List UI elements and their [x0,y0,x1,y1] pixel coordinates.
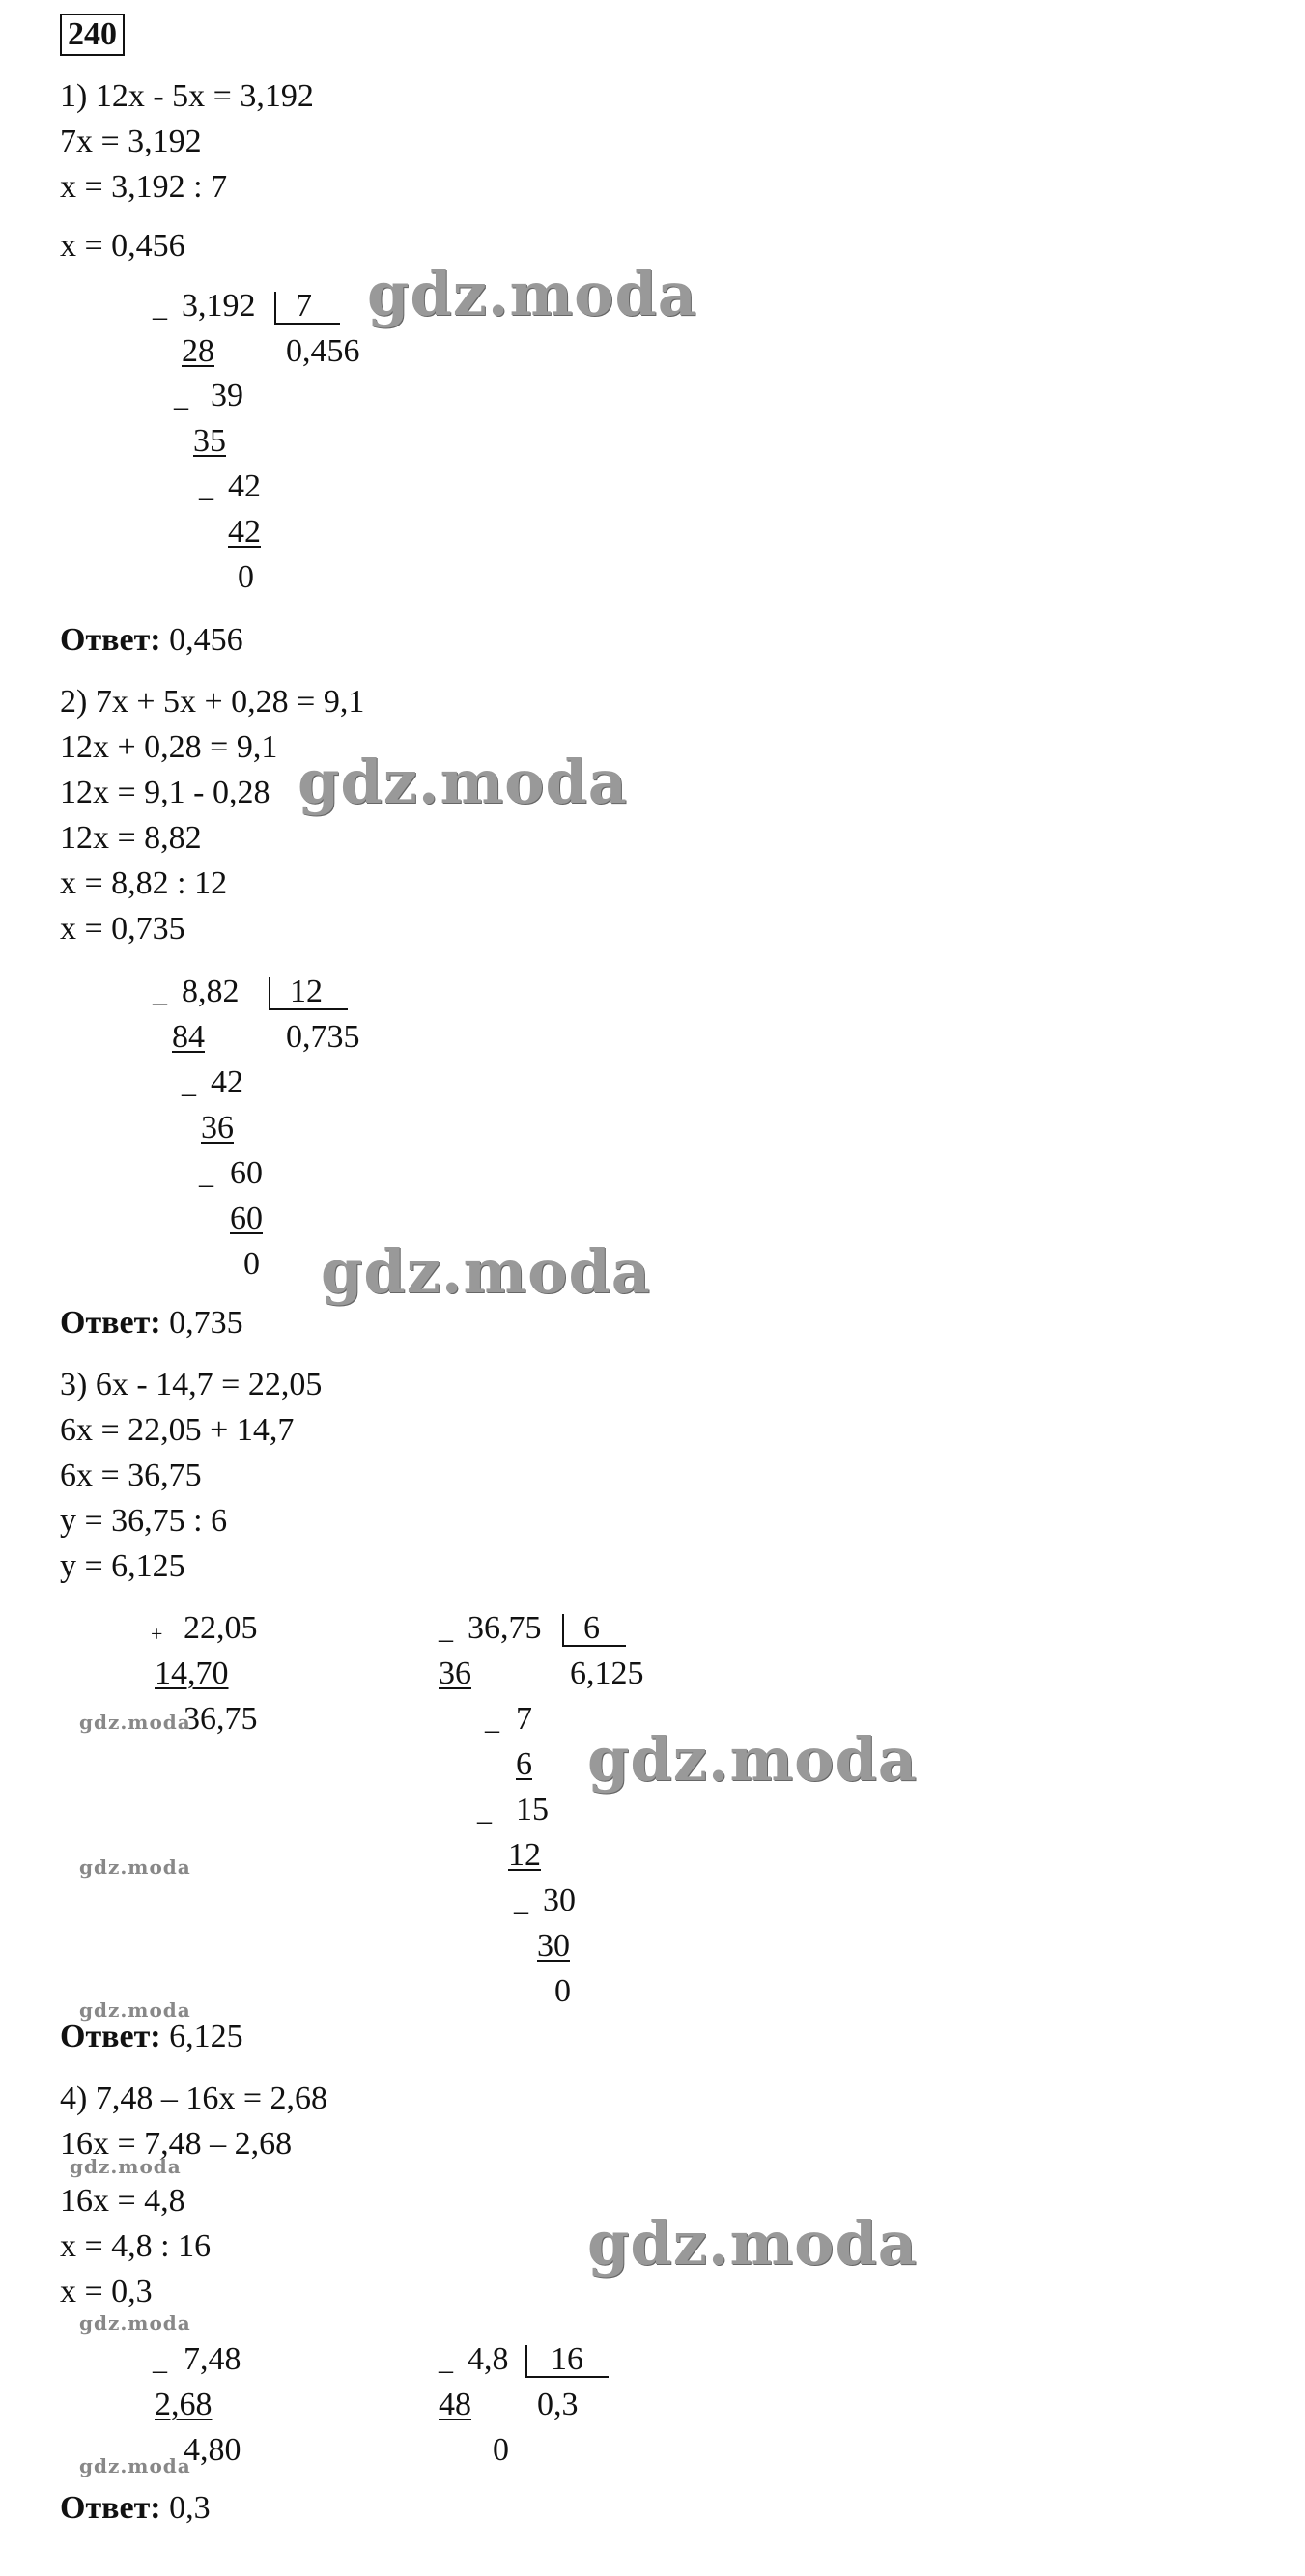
answer-value: 0,456 [169,622,243,658]
answer-value: 0,3 [169,2490,211,2526]
division-step: 6 [516,1746,532,1782]
addend: 22,05 [184,1610,258,1646]
equation-line: 2) 7x + 5x + 0,28 = 9,1 [60,684,365,720]
equation-line: 16x = 7,48 – 2,68 [60,2126,293,2162]
division-step: 28 [182,333,214,369]
divisor: 7 [296,288,312,324]
answer-value: 0,735 [169,1305,243,1341]
division-step: 60 [230,1201,263,1236]
watermark: gdz.moda [79,1711,191,1734]
equation-line: 12x + 0,28 = 9,1 [60,729,278,765]
division-step: 0 [243,1246,260,1282]
quotient: 6,125 [570,1656,644,1691]
division-step: 0 [238,559,254,595]
divisor: 6 [583,1610,600,1646]
task-number: 240 [60,14,125,56]
division-step: 15 [516,1792,549,1827]
division-step: 48 [439,2387,471,2422]
dividend: 36,75 [468,1610,542,1646]
equation-line: 12x = 9,1 - 0,28 [60,775,270,810]
answer-line [60,1304,243,1343]
division-step: 12 [508,1837,541,1873]
answer-label: Ответ: [60,2490,161,2526]
equation-line: y = 6,125 [60,1548,185,1584]
division-step: 60 [230,1155,263,1191]
division-step: 42 [228,514,261,550]
watermark: gdz.moda [321,1236,651,1307]
division-step: 42 [228,468,261,504]
quotient: 0,3 [537,2387,579,2422]
equation-line: 7x = 3,192 [60,124,202,159]
equation-line: 6x = 36,75 [60,1458,202,1493]
watermark: gdz.moda [587,1724,918,1795]
dividend: 4,8 [468,2341,509,2377]
equation-line: 1) 12x - 5x = 3,192 [60,78,314,114]
division-step: 84 [172,1019,205,1055]
equation-line: 12x = 8,82 [60,820,202,856]
divisor: 12 [290,974,323,1009]
equation-line: y = 36,75 : 6 [60,1503,228,1539]
answer-label: Ответ: [60,2019,161,2054]
answer-line [60,621,243,660]
division-step: 0 [493,2432,509,2468]
equation-line: x = 0,735 [60,911,185,947]
division-step: 36 [201,1110,234,1146]
division-step: 0 [554,1973,571,2009]
division-step: 30 [537,1928,570,1964]
plus-sign: + [151,1622,163,1646]
answer-value: 6,125 [169,2019,243,2054]
divisor: 16 [551,2341,583,2377]
dividend: 3,192 [182,288,256,324]
watermark: gdz.moda [79,1998,191,2022]
answer-line [60,2018,243,2056]
equation-line: x = 0,3 [60,2274,153,2309]
division-step: 35 [193,423,226,459]
equation-line: x = 3,192 : 7 [60,169,228,205]
quotient: 0,735 [286,1019,360,1055]
addend: 14,70 [155,1656,229,1691]
solution-page: 240 1) 12x - 5x = 3,192 7x = 3,192 x = 3,192 : 7 x = 0,456 _ 3,192 7 0,456 28 _ 39 35 _ 42 42 0 Ответ: 0,456 2) 7x + 5x + 0,28 = 9,1 12x + 0,28 = 9,1 12x = 9,1 - 0,28 12x = 8,82 x = 8,82 : 12 x = 0,735 _ 8,82 12 0,735 84 _ 42 36 _ 60 60 0 Ответ: 0,735 3) 6x - 14,7 = 22,05 6x = 22,05 + 14,7 6x = 36,75 y = 36,75 : 6 y = 6,125 + 22,05 14,70 36,75 _ 36,75 6 6,125 36 _ 7 6 _ 15 12 _ 30 30 0 Ответ: 6,125 4) 7,48 – 16x = 2,68 16x = 7,48 – 2,68 16x = 4,8 x = 4,8 : 16 x = 0,3 _ 7,48 2,68 4,80 _ 4,8 16 0,3 48 0 Ответ: 0,3 gdz.moda gdz.moda gdz.moda gdz.moda gdz.moda gdz.moda gdz.moda gdz.moda gdz.moda gdz.moda gdz.moda [0,0,1305,2576]
watermark: gdz.moda [79,2454,191,2477]
answer-line [60,2489,211,2528]
equation-line: 16x = 4,8 [60,2183,185,2219]
watermark: gdz.moda [298,747,628,817]
division-step: 39 [211,378,243,413]
division-step: 36 [439,1656,471,1691]
equation-line: 3) 6x - 14,7 = 22,05 [60,1367,323,1402]
division-step: 30 [543,1882,576,1918]
division-step: 7 [516,1701,532,1737]
watermark: gdz.moda [79,1855,191,1879]
answer-label: Ответ: [60,622,161,658]
answer-label: Ответ: [60,1305,161,1341]
difference: 4,80 [184,2432,241,2468]
dividend: 8,82 [182,974,240,1009]
sum: 36,75 [184,1701,258,1737]
watermark: gdz.moda [367,259,697,329]
quotient: 0,456 [286,333,360,369]
equation-line: x = 0,456 [60,228,185,264]
watermark: gdz.moda [79,2311,191,2335]
watermark: gdz.moda [70,2155,182,2178]
equation-line: x = 4,8 : 16 [60,2228,212,2264]
division-step: 42 [211,1064,243,1100]
equation-line: 4) 7,48 – 16x = 2,68 [60,2081,327,2116]
equation-line: x = 8,82 : 12 [60,865,228,901]
subtrahend: 2,68 [155,2387,213,2422]
equation-line: 6x = 22,05 + 14,7 [60,1412,295,1448]
watermark: gdz.moda [587,2208,918,2279]
minuend: 7,48 [184,2341,241,2377]
